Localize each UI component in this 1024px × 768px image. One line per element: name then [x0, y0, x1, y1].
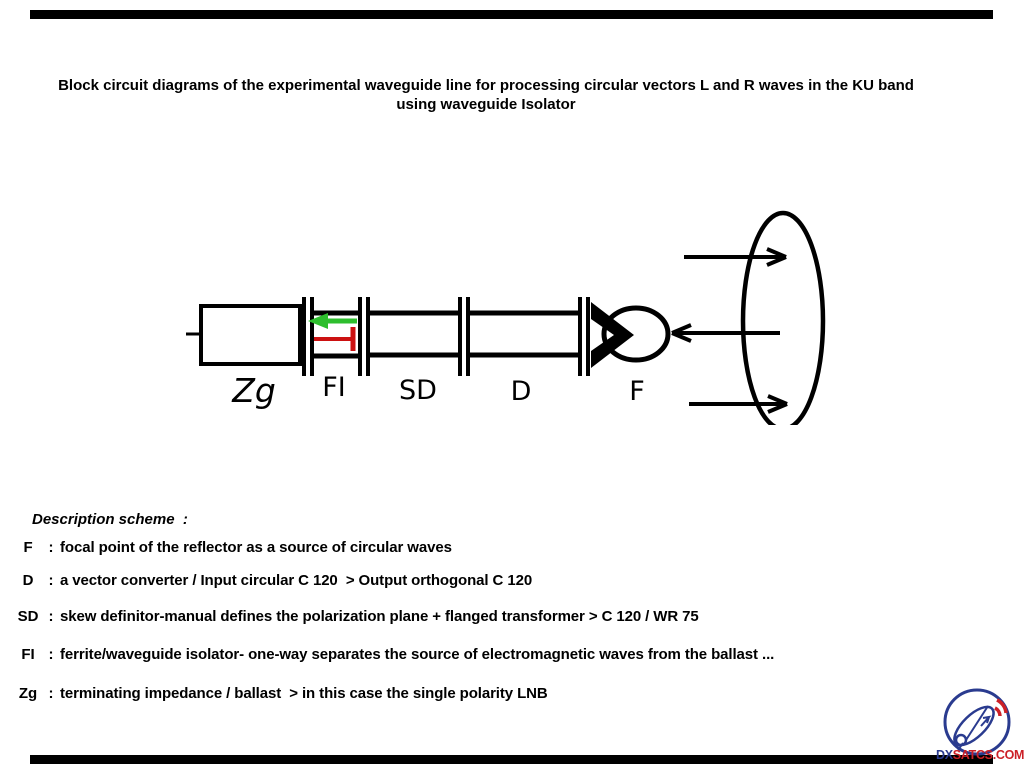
legend-key-sd: SD [17, 608, 39, 625]
title-line-2: using waveguide Isolator [396, 96, 576, 113]
flange-d-f [580, 297, 588, 376]
sd-section-walls [368, 313, 460, 355]
legend-text-d: a vector converter / Input circular C 120 > Output orthogonal C 120 [60, 572, 533, 589]
flange-fi-sd [360, 297, 368, 376]
isolator-blocked-arrow-red [314, 327, 353, 351]
legend-text-fi: ferrite/waveguide isolator- one-way separates the source of electromagnetic waves from the ballast ... [60, 646, 775, 663]
label-sd: SD [399, 375, 437, 406]
dxsatcs-logo-text [936, 748, 1024, 762]
legend-key-f: F [23, 539, 33, 556]
legend-text-f: focal point of the reflector as a source of circular waves [60, 539, 452, 556]
incoming-wave-arrow-bottom [689, 396, 787, 412]
legend-colon: : [48, 646, 54, 663]
legend-item-sd [14, 608, 699, 625]
legend-item-d [14, 572, 532, 589]
incoming-wave-arrow-top [684, 249, 786, 265]
flange-sd-d [460, 297, 468, 376]
legend-item-zg [14, 685, 548, 702]
legend-heading: Description scheme : [32, 511, 188, 528]
legend-key-fi: FI [21, 646, 35, 663]
label-f: F [629, 376, 645, 407]
reflected-wave-arrow-middle [672, 325, 780, 341]
legend-text-sd: skew definitor-manual defines the polarization plane + flanged transformer > C 120 / WR 75 [60, 608, 699, 625]
title-line-1: Block circuit diagrams of the experimental waveguide line for processing circular vectors L and R waves in the KU band [58, 77, 914, 94]
dish-mount [956, 735, 966, 745]
legend-item-f [14, 539, 452, 556]
legend-item-fi [14, 646, 774, 663]
page-title [0, 76, 972, 114]
d-section-walls [468, 313, 580, 355]
logo-text-dx: DX [936, 748, 953, 762]
legend-key-zg: Zg [18, 685, 38, 702]
label-zg: Zg [232, 371, 276, 410]
legend-colon: : [48, 685, 54, 702]
top-rule [30, 10, 993, 19]
label-d: D [510, 376, 532, 407]
legend-colon: : [48, 608, 54, 625]
flange-zg-fi [304, 297, 312, 376]
legend-colon: : [48, 572, 54, 589]
label-fi: FI [322, 372, 346, 403]
logo-text-satcs: SATCS.COM [952, 748, 1024, 762]
ballast-zg-box [201, 306, 300, 364]
bottom-rule [30, 755, 993, 764]
reflector-ellipse [743, 213, 823, 425]
waveguide-diagram [0, 190, 1024, 425]
legend-colon: : [48, 539, 54, 556]
legend-text-zg: terminating impedance / ballast > in this case the single polarity LNB [60, 685, 548, 702]
legend-key-d: D [22, 572, 34, 589]
